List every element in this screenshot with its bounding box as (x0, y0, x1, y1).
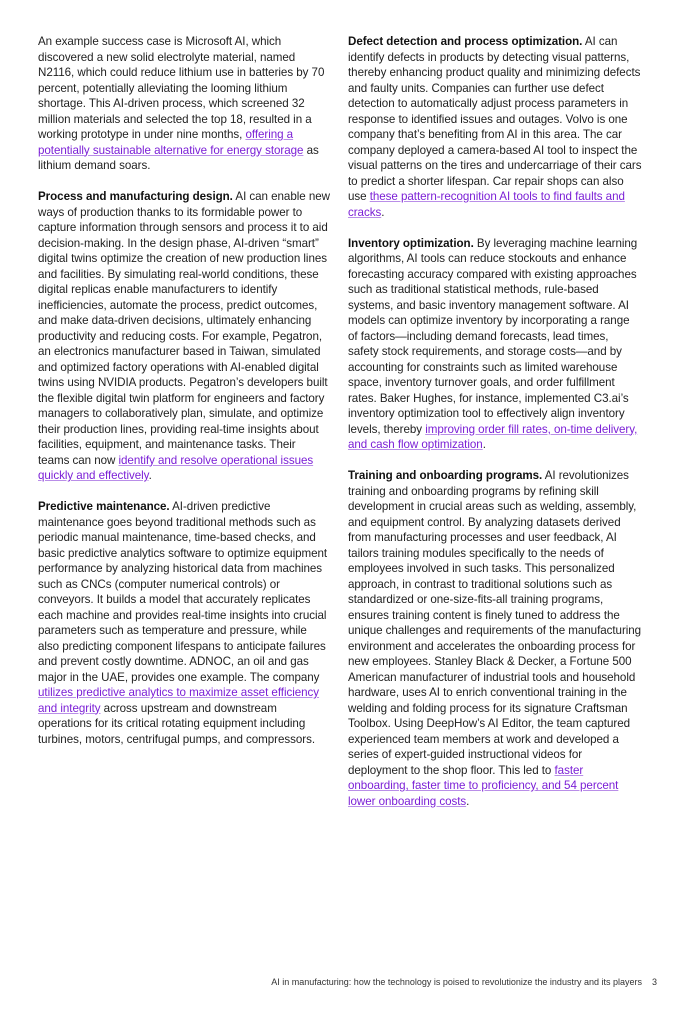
faster-onboarding-link[interactable]: faster onboarding, faster time to proficiency, and 54 percent lower onboarding costs (348, 763, 619, 808)
process-design-heading: Process and manufacturing design. (38, 190, 233, 203)
page-footer (0, 977, 657, 987)
predictive-maintenance-text-after: across upstream and downstream operations for its critical rotating equipment including turbines, motors, centrifugal pumps, and compressors. (38, 701, 316, 746)
order-fill-rates-link[interactable]: improving order fill rates, on-time delivery, and cash flow optimization (348, 422, 638, 451)
inventory-text-after: . (482, 438, 486, 451)
training-heading: Training and onboarding programs. (348, 469, 543, 482)
predictive-maintenance-heading: Predictive maintenance. (38, 500, 170, 513)
process-design-paragraph (38, 189, 330, 484)
left-column (38, 34, 330, 763)
training-text-before: AI revolutionizes training and onboarding programs by refining skill development in crucial areas such as welding, assembly, and equipment control. By analyzing datasets derived from manufacturing processes and user feedback, AI tailors training modules specifically to the needs of employees involved in such tasks. This personalized approach, in contrast to traditional solutions such as standardized or one-size-fits-all training programs, ensures training content is finely tuned to address the unique challenges and requirements of the manufacturing environment and accelerates the onboarding process for new employees. Stanley Black & Decker, a Fortune 500 American manufacturer of industrial tools and household hardware, uses AI to enrich conventional training in the welding and folding process for its signature Craftsman Toolbox. Using DeepHow’s AI Editor, the team captured experienced team members at work and developed a series of expert-guided instructional videos for deployment to the shop floor. This led to (348, 469, 642, 777)
intro-text-after: as lithium demand soars. (38, 143, 319, 172)
intro-text-before: An example success case is Microsoft AI, which discovered a new solid electrolyte material, named N2116, which could reduce lithium use in batteries by 70 percent, potentially alleviating the looming lithium shortage. This AI-driven process, which screened 32 million materials and selected the top 18, resulted in a working prototype in under nine months, (38, 35, 325, 141)
training-paragraph (348, 468, 642, 809)
pattern-recognition-link[interactable]: these pattern-recognition AI tools to find faults and cracks (348, 190, 625, 219)
predictive-maintenance-text-before: AI-driven predictive maintenance goes beyond traditional methods such as periodic manual maintenance, time-based checks, and basic predictive analytics software to optimize equipment performance by analyzing historical data from machines such as CNCs (computer numerical controls) or conveyors. It builds a model that accurately replicates each machine and provides real-time insights into crucial parameters such as temperature and pressure, while also predicting component lifespans to anticipate failures and prevent costly downtime. ADNOC, an oil and gas major in the UAE, provides one example. The company (38, 500, 328, 684)
operational-issues-link[interactable]: identify and resolve operational issues quickly and effectively (38, 453, 314, 482)
page-number: 3 (651, 977, 657, 987)
asset-efficiency-link[interactable]: utilizes predictive analytics to maximize asset efficiency and integrity (38, 686, 320, 715)
defect-detection-text-after: . (381, 205, 385, 219)
inventory-heading: Inventory optimization. (348, 236, 474, 250)
defect-detection-paragraph (348, 34, 642, 220)
process-design-text-before: AI can enable new ways of production thanks to its formidable power to capture information through sensors and process it to aid decision-making. In the design phase, AI-driven “smart” digital twins optimize the creation of new production lines and facilities. By simulating real-world conditions, these digital replicas enable manufacturers to identify inefficiencies, automate the process, predict outcomes, and make data-driven decisions, ultimately enhancing productivity and reducing costs. For example, Pegatron, an electronics manufacturer based in Taiwan, simulated and optimized factory operations with AI-enabled digital twins using NVIDIA products. Pegatron’s developers built the flexible digital twin platform for engineers and factory managers to collaboratively plan, simulate, and optimize their production lines, providing real-time insights about facilities, equipment, and maintenance tasks. Their teams can now (38, 190, 330, 467)
predictive-maintenance-paragraph (38, 499, 330, 747)
intro-paragraph (38, 34, 330, 174)
defect-detection-heading: Defect detection and process optimization. (348, 35, 583, 48)
energy-storage-link[interactable]: offering a potentially sustainable alternative for energy storage (38, 128, 304, 157)
process-design-text-after: . (148, 469, 152, 482)
right-column (348, 34, 642, 825)
footer-title: AI in manufacturing: how the technology is poised to revolutionize the industry and its players (271, 977, 642, 987)
inventory-paragraph (348, 236, 642, 453)
defect-detection-text-before: AI can identify defects in products by detecting visual patterns, thereby enhancing product quality and minimizing defects and faulty units. Companies can further use defect detection to automatically adjust process parameters in response to identified issues and outages. Volvo is one company that’s benefiting from AI in this area. The car company deployed a camera-based AI tool to inspect the visual patterns on the tires and undercarriage of their cars to predict a shorter lifespan. Car repair shops can also use (348, 35, 642, 203)
training-text-after: . (466, 794, 470, 808)
inventory-text-before: By leveraging machine learning algorithms, AI tools can reduce stockouts and enhance forecasting accuracy compared with existing approaches such as traditional statistical methods, rule-based systems, and basic inventory management software. AI models can optimize inventory by incorporating a range of factors—including demand forecasts, lead times, safety stock requirements, and storage costs—and by accounting for constraints such as limited warehouse space, inventory turnover goals, and order fulfillment rates. Baker Hughes, for instance, implemented C3.ai’s inventory optimization tool to effectively align inventory levels, thereby (348, 236, 638, 436)
